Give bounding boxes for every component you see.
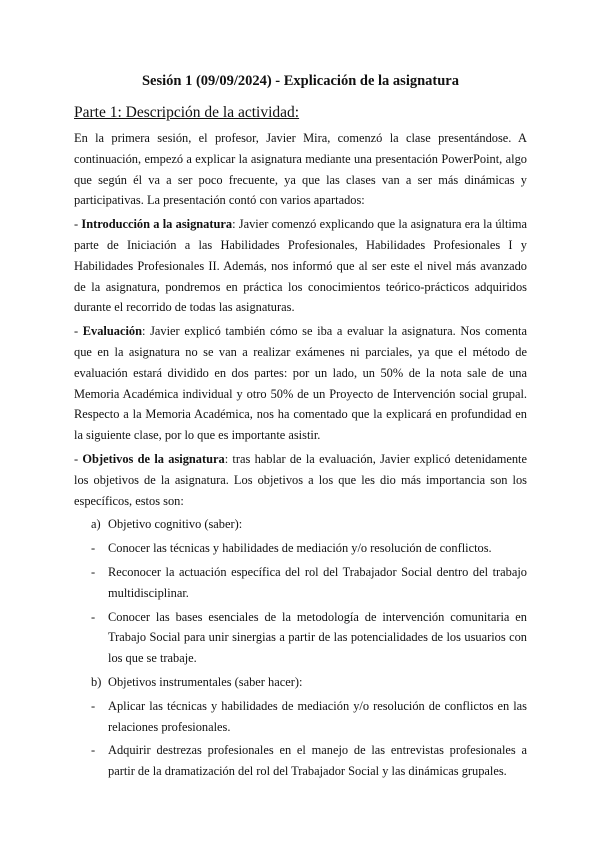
list-item [74,696,527,738]
list-item-text: Aplicar las técnicas y habilidades de mediación y/o resolución de conflictos en las relaciones profesionales. [108,698,527,734]
list-item-text: Conocer las bases esenciales de la metodología de intervención comunitaria en Trabajo Social para unir sinergias a partir de las potencialidades de los usuarios con los que se trabaje. [108,609,527,666]
section-prefix: - [74,324,83,339]
section-label: Objetivos de la asignatura [82,451,225,466]
bullet-marker: - [91,564,96,579]
objectives-list [74,514,527,782]
list-item [74,538,527,559]
objective-label: Objetivo cognitivo (saber): [108,517,243,532]
objective-instrumental [74,672,527,693]
list-marker: b) [91,674,102,689]
section-text: : Javier comenzó explicando que la asignatura era la última parte de Iniciación a las Habilidades Profesionales, Habilidades Profesionales I y Habilidades Profesionales II. Además, nos informó que al ser este el nivel más avanzado de la asignatura, pondremos en práctica los conocimientos teórico-prácticos adquiridos durante el recorrido de todas las asignaturas. [74,217,527,315]
list-item-text: Conocer las técnicas y habilidades de mediación y/o resolución de conflictos. [108,541,492,556]
section-paragraph-evaluacion [74,321,527,446]
section-prefix: - [74,451,83,466]
list-item-text: Adquirir destrezas profesionales en el manejo de las entrevistas profesionales a partir de la dramatización del rol del Trabajador Social y las dinámicas grupales. [108,743,527,779]
objective-label: Objetivos instrumentales (saber hacer): [108,674,303,689]
section-label: Evaluación [82,324,142,339]
section-paragraph-introduccion [74,214,527,318]
section-label: Introducción a la asignatura [81,217,233,232]
section-prefix: - [74,217,82,232]
section-heading: Parte 1: Descripción de la actividad: [74,104,300,121]
bullet-marker: - [91,541,96,556]
list-item [74,740,527,782]
section-text: : tras hablar de la evaluación, Javier explicó detenidamente los objetivos de la asignatura. Los objetivos a los que les dio más importancia son los específicos, estos son: [74,451,527,508]
list-marker: a) [91,517,101,532]
bullet-marker: - [91,743,96,758]
objective-cognitive [74,514,527,535]
bullet-marker: - [91,609,96,624]
list-item-text: Reconocer la actuación específica del rol del Trabajador Social dentro del trabajo multidisciplinar. [108,564,527,600]
list-item [74,607,527,669]
page-title: Sesión 1 (09/09/2024) - Explicación de la asignatura [141,73,459,89]
section-text: : Javier explicó también cómo se iba a evaluar la asignatura. Nos comenta que en la asignatura no se van a realizar exámenes ni parciales, ya que el método de evaluación estará dividido en dos partes: por un lado, un 50% de la nota sale de una Memoria Académica individual y otro 50% de un Proyecto de Intervención social grupal. Respecto a la Memoria Académica, nos ha comentado que la explicará en profundidad en la siguiente clase, por lo que es importante asistir. [74,324,527,443]
section-paragraph-objetivos [74,449,527,511]
bullet-marker: - [91,698,96,713]
intro-paragraph: En la primera sesión, el profesor, Javier Mira, comenzó la clase presentándose. A continuación, empezó a explicar la asignatura mediante una presentación PowerPoint, algo que según él va a ser poco frecuente, ya que las clases van a ser más dinámicas y participativas. La presentación contó con varios apartados: [74,131,527,208]
list-item [74,562,527,604]
